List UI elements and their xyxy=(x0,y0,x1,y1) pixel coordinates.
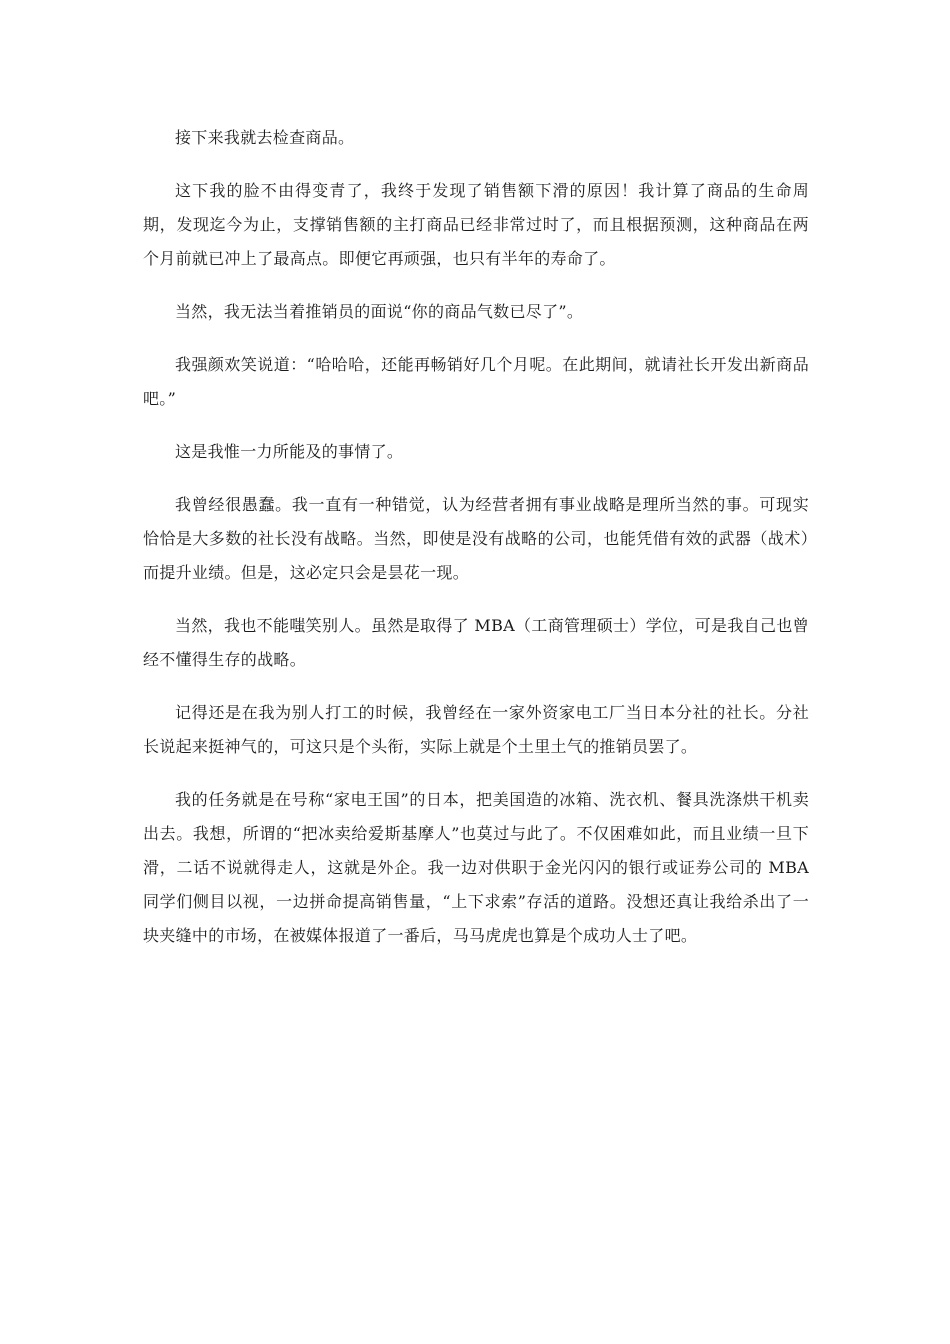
paragraph-5: 这是我惟一力所能及的事情了。 xyxy=(175,442,404,461)
paragraph-7: 当然，我也不能嗤笑别人。虽然是取得了 MBA（工商管理硕士）学位，可是我自己也曾经不懂得生存的战略。 xyxy=(143,616,809,669)
paragraph-4: 我强颜欢笑说道：“哈哈哈，还能再畅销好几个月呢。在此期间，就请社长开发出新商品吧。” xyxy=(143,355,809,408)
paragraph-1: 接下来我就去检查商品。 xyxy=(175,128,355,147)
paragraph-6: 我曾经很愚蠢。我一直有一种错觉，认为经营者拥有事业战略是理所当然的事。可现实恰恰是大多数的社长没有战略。当然，即使是没有战略的公司，也能凭借有效的武器（战术）而提升业绩。但是，这必定只会是昙花一现。 xyxy=(143,495,809,582)
paragraph-8: 记得还是在我为别人打工的时候，我曾经在一家外资家电工厂当日本分社的社长。分社长说起来挺神气的，可这只是个头衔，实际上就是个土里土气的推销员罢了。 xyxy=(143,703,809,756)
paragraph-9: 我的任务就是在号称“家电王国”的日本，把美国造的冰箱、洗衣机、餐具洗涤烘干机卖出去。我想，所谓的“把冰卖给爱斯基摩人”也莫过与此了。不仅困难如此，而且业绩一旦下滑，二话不说就得走人，这就是外企。我一边对供职于金光闪闪的银行或证券公司的 MBA 同学们侧目以视，一边拼命提高销售量，“上下求索”存活的道路。没想还真让我给杀出了一块夹缝中的市场，在被媒体报道了一番后，马马虎虎也算是个成功人士了吧。 xyxy=(143,790,809,945)
body-text xyxy=(143,121,809,972)
paragraph-3: 当然，我无法当着推销员的面说“你的商品气数已尽了”。 xyxy=(175,302,584,321)
paragraph-2: 这下我的脸不由得变青了，我终于发现了销售额下滑的原因！我计算了商品的生命周期，发现迄今为止，支撑销售额的主打商品已经非常过时了，而且根据预测，这种商品在两个月前就已冲上了最高点。即便它再顽强，也只有半年的寿命了。 xyxy=(143,181,809,268)
